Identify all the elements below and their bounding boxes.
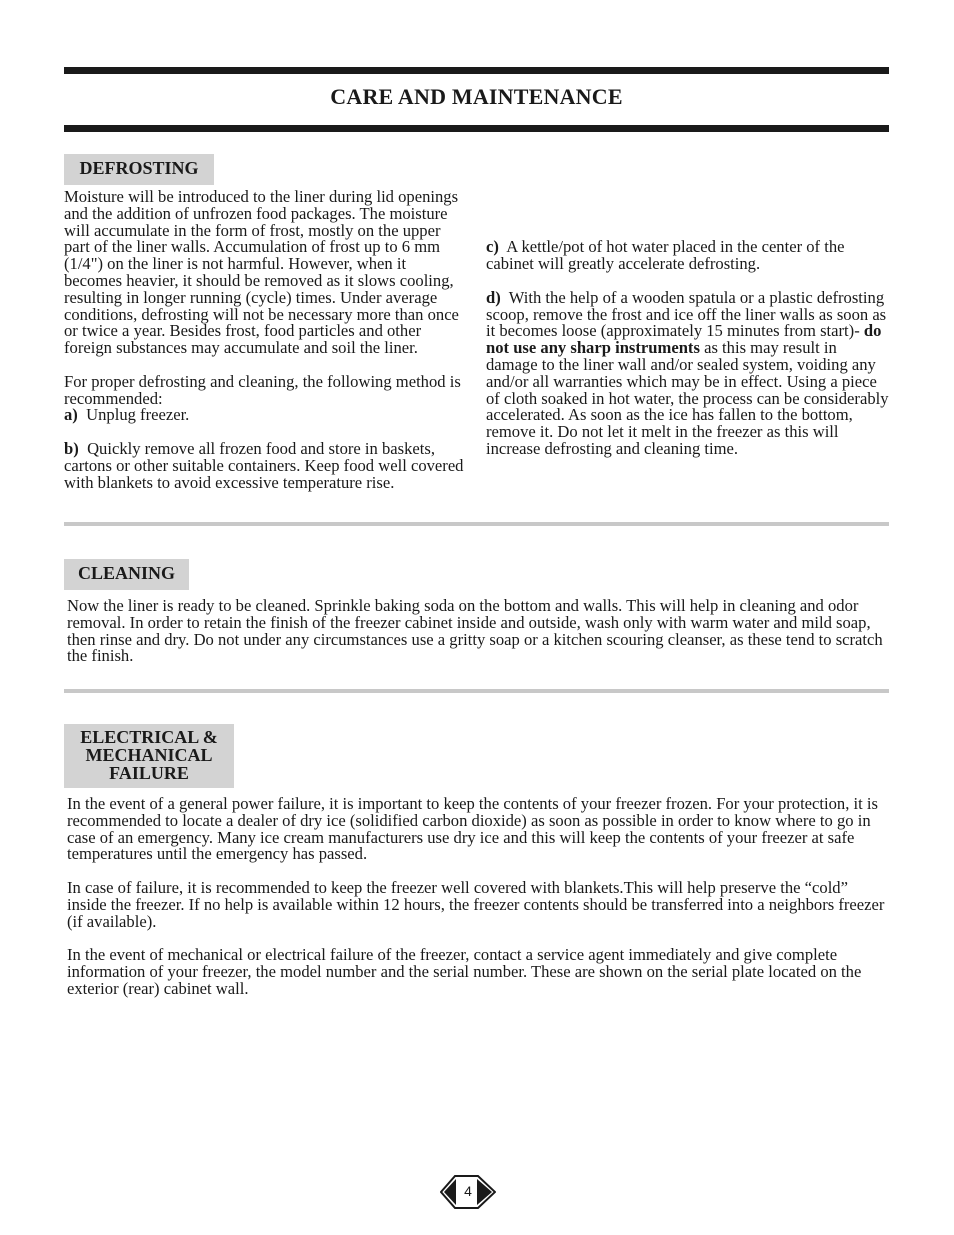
step-d-text-start: With the help of a wooden spatula or a plastic defrosting scoop, remove the frost and ice off the liner walls as soon as it becomes loose (approximately 15 minutes from start)- bbox=[486, 287, 887, 341]
step-c-text: A kettle/pot of hot water placed in the center of the cabinet will greatly accelerate defrosting. bbox=[486, 237, 845, 274]
cleaning-text bbox=[67, 598, 889, 665]
step-d-paragraph bbox=[486, 287, 889, 458]
cleaning-paragraph: Now the liner is ready to be cleaned. Sprinkle baking soda on the bottom and walls. This will help in cleaning and odor removal. In order to retain the finish of the freezer cabinet inside and outside, wash only with warm water and mild soap, then rinse and dry. Do not under any circumstances use a gritty soap or a kitchen scouring cleanser, as these tend to scratch the finish. bbox=[67, 596, 883, 666]
defrosting-column-right bbox=[486, 189, 889, 458]
defrosting-column-left bbox=[64, 189, 466, 491]
failure-heading-line-2: MECHANICAL bbox=[85, 745, 213, 765]
failure-heading bbox=[64, 724, 234, 788]
step-d-marker: d) bbox=[486, 287, 501, 307]
defrosting-intro-paragraph: Moisture will be introduced to the liner during lid openings and the addition of unfrozen food packages. The moisture will accumulate in the form of frost, mostly on the upper part of the liner walls. Accumulation of frost up to 6 mm (1/4") on the liner is not harmful. However, when it becomes heavier, it should be removed as it slows cooling, resulting in longer running (cycle) times. Under average conditions, defrosting will not be necessary more than once or twice a year. Besides frost, food particles and other foreign substances may accumulate and soil the liner. bbox=[64, 187, 459, 358]
step-b-marker: b) bbox=[64, 438, 79, 458]
header-bottom-rule bbox=[64, 125, 889, 132]
failure-paragraph-1: In the event of a general power failure, it is important to keep the contents of your freezer frozen. For your protection, it is recommended to locate a dealer of dry ice (solidified carbon dioxide) as soon as possible in order to know where to go in case of an emergency. Many ice cream manufacturers use dry ice and this will keep the contents of your freezer at safe temperatures until the emergency has passed. bbox=[67, 794, 878, 864]
step-b-text: Quickly remove all frozen food and store in baskets, cartons or other suitable containers. Keep food well covered with blankets to avoid excessive temperature rise. bbox=[64, 438, 464, 492]
section-divider-1 bbox=[64, 522, 889, 526]
failure-paragraph-3: In the event of mechanical or electrical failure of the freezer, contact a service agent immediately and give complete information of your freezer, the model number and the serial number. These are shown on the serial plate located on the exterior (rear) cabinet wall. bbox=[67, 945, 862, 998]
defrosting-heading: DEFROSTING bbox=[64, 154, 214, 185]
failure-heading-line-1: ELECTRICAL & bbox=[80, 727, 218, 747]
step-d-warning: do not use any sharp instruments bbox=[486, 321, 882, 358]
step-a-text: Unplug freezer. bbox=[86, 405, 190, 425]
section-divider-2 bbox=[64, 689, 889, 693]
header-top-rule bbox=[64, 67, 889, 74]
page-number-badge bbox=[440, 1175, 496, 1209]
step-a-marker: a) bbox=[64, 405, 78, 425]
page-title: CARE AND MAINTENANCE bbox=[330, 84, 623, 109]
page-number: 4 bbox=[464, 1183, 472, 1199]
failure-paragraph-2: In case of failure, it is recommended to keep the freezer well covered with blankets.This will help preserve the “cold” inside the freezer. If no help is available within 12 hours, the freezer contents should be transferred into a neighbors freezer (if available). bbox=[67, 877, 885, 931]
step-d-text-end: as this may result in damage to the liner wall and/or sealed system, voiding any and/or all warranties which may be in effect. Using a piece of cloth soaked in hot water, the process can be considerably accelerated. As soon as the ice has fallen to the bottom, remove it. Do not let it melt in the freezer as this will increase defrosting and cleaning time. bbox=[486, 338, 889, 458]
defrosting-method-text: For proper defrosting and cleaning, the following method is recommended: bbox=[64, 371, 461, 408]
step-c-paragraph bbox=[486, 239, 889, 273]
failure-text bbox=[67, 796, 889, 998]
step-c-marker: c) bbox=[486, 237, 499, 257]
failure-heading-line-3: FAILURE bbox=[109, 763, 189, 783]
cleaning-heading: CLEANING bbox=[64, 559, 189, 590]
step-b-paragraph bbox=[64, 438, 466, 492]
defrosting-method-paragraph bbox=[64, 371, 466, 425]
